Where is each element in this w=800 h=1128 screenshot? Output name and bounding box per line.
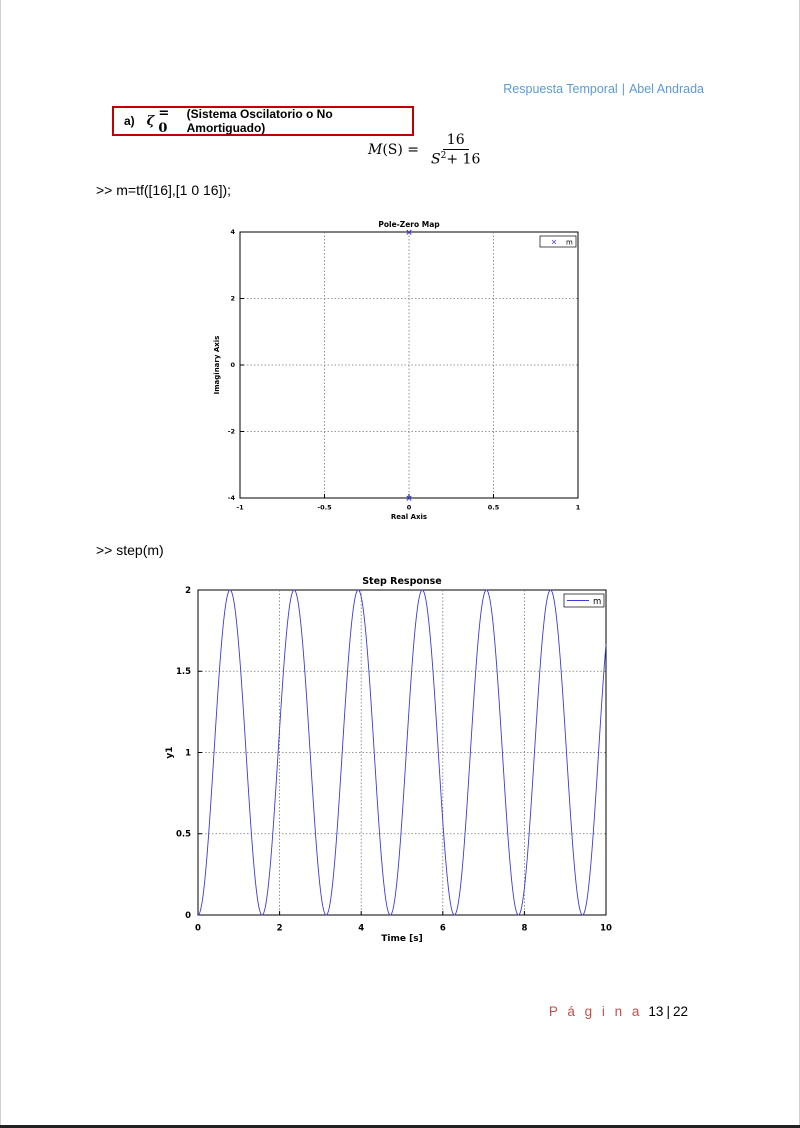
x-tick-label: 6 xyxy=(439,923,446,934)
pole-marker: × xyxy=(405,228,413,238)
y-axis-label: Imaginary Axis xyxy=(213,335,221,395)
formula-lhs-symbol: M xyxy=(368,141,383,158)
section-label: a) xyxy=(124,114,135,128)
y-tick-label: 0.5 xyxy=(175,829,191,840)
x-tick-label: 0.5 xyxy=(487,503,500,512)
y-tick-label: 4 xyxy=(230,228,235,237)
zeta-value: = 0 xyxy=(158,106,170,136)
x-tick-label: 1 xyxy=(575,503,581,512)
running-header xyxy=(503,82,704,96)
header-author: Abel Andrada xyxy=(628,82,704,96)
y-tick-label: 1.5 xyxy=(175,667,191,678)
footer-page-label: P á g i n a xyxy=(548,1004,643,1019)
x-tick-label: -0.5 xyxy=(317,503,332,512)
page-edge-left xyxy=(0,0,1,1128)
y-axis-label: y1 xyxy=(165,746,175,759)
den-exponent: 2 xyxy=(440,151,447,161)
zeta-symbol: ζ xyxy=(146,113,155,129)
x-tick-label: 4 xyxy=(358,923,365,934)
command-tf: >> m=tf([16],[1 0 16]); xyxy=(96,182,232,198)
formula-lhs xyxy=(368,142,419,158)
formula-fraction xyxy=(427,132,484,168)
chart-title: Pole-Zero Map xyxy=(378,220,440,229)
y-tick-label: -4 xyxy=(227,494,235,503)
transfer-function-formula xyxy=(368,132,484,168)
formula-lhs-arg: (S) = xyxy=(382,141,420,158)
command-step: >> step(m) xyxy=(96,542,164,558)
footer-separator: | xyxy=(666,1004,670,1019)
header-title: Respuesta Temporal xyxy=(503,82,618,96)
x-tick-label: 0 xyxy=(406,503,412,512)
y-tick-label: 1 xyxy=(185,748,191,759)
header-separator: | xyxy=(621,82,625,96)
x-tick-label: 10 xyxy=(600,923,612,934)
page-footer xyxy=(549,1004,688,1019)
pole-zero-map-chart xyxy=(210,212,594,528)
y-tick-label: 2 xyxy=(185,585,191,596)
formula-denominator xyxy=(427,150,484,168)
legend-entry: m xyxy=(593,597,602,607)
footer-page-number: 13 xyxy=(648,1004,664,1019)
chart-legend xyxy=(540,236,576,247)
step-response-chart xyxy=(160,570,620,950)
section-description: (Sistema Oscilatorio o No Amortiguado) xyxy=(186,107,333,135)
pole-marker: × xyxy=(405,494,413,504)
chart-legend xyxy=(564,594,604,607)
formula-numerator: 16 xyxy=(443,132,469,150)
y-tick-label: 0 xyxy=(185,910,191,921)
x-tick-label: 2 xyxy=(276,923,283,934)
den-variable: S xyxy=(431,151,441,168)
legend-entry: m xyxy=(566,238,573,247)
y-tick-label: 2 xyxy=(230,294,235,303)
footer-page-total: 22 xyxy=(672,1004,688,1019)
y-tick-label: -2 xyxy=(227,427,235,436)
chart-title: Step Response xyxy=(362,576,442,587)
x-axis-label: Time [s] xyxy=(381,934,423,944)
y-tick-label: 0 xyxy=(230,361,235,370)
legend-marker: × xyxy=(550,237,558,247)
x-tick-label: 8 xyxy=(521,923,528,934)
x-axis-label: Real Axis xyxy=(390,513,428,521)
x-tick-label: 0 xyxy=(195,923,201,934)
den-rest: + 16 xyxy=(446,151,481,168)
x-tick-label: -1 xyxy=(236,503,244,512)
